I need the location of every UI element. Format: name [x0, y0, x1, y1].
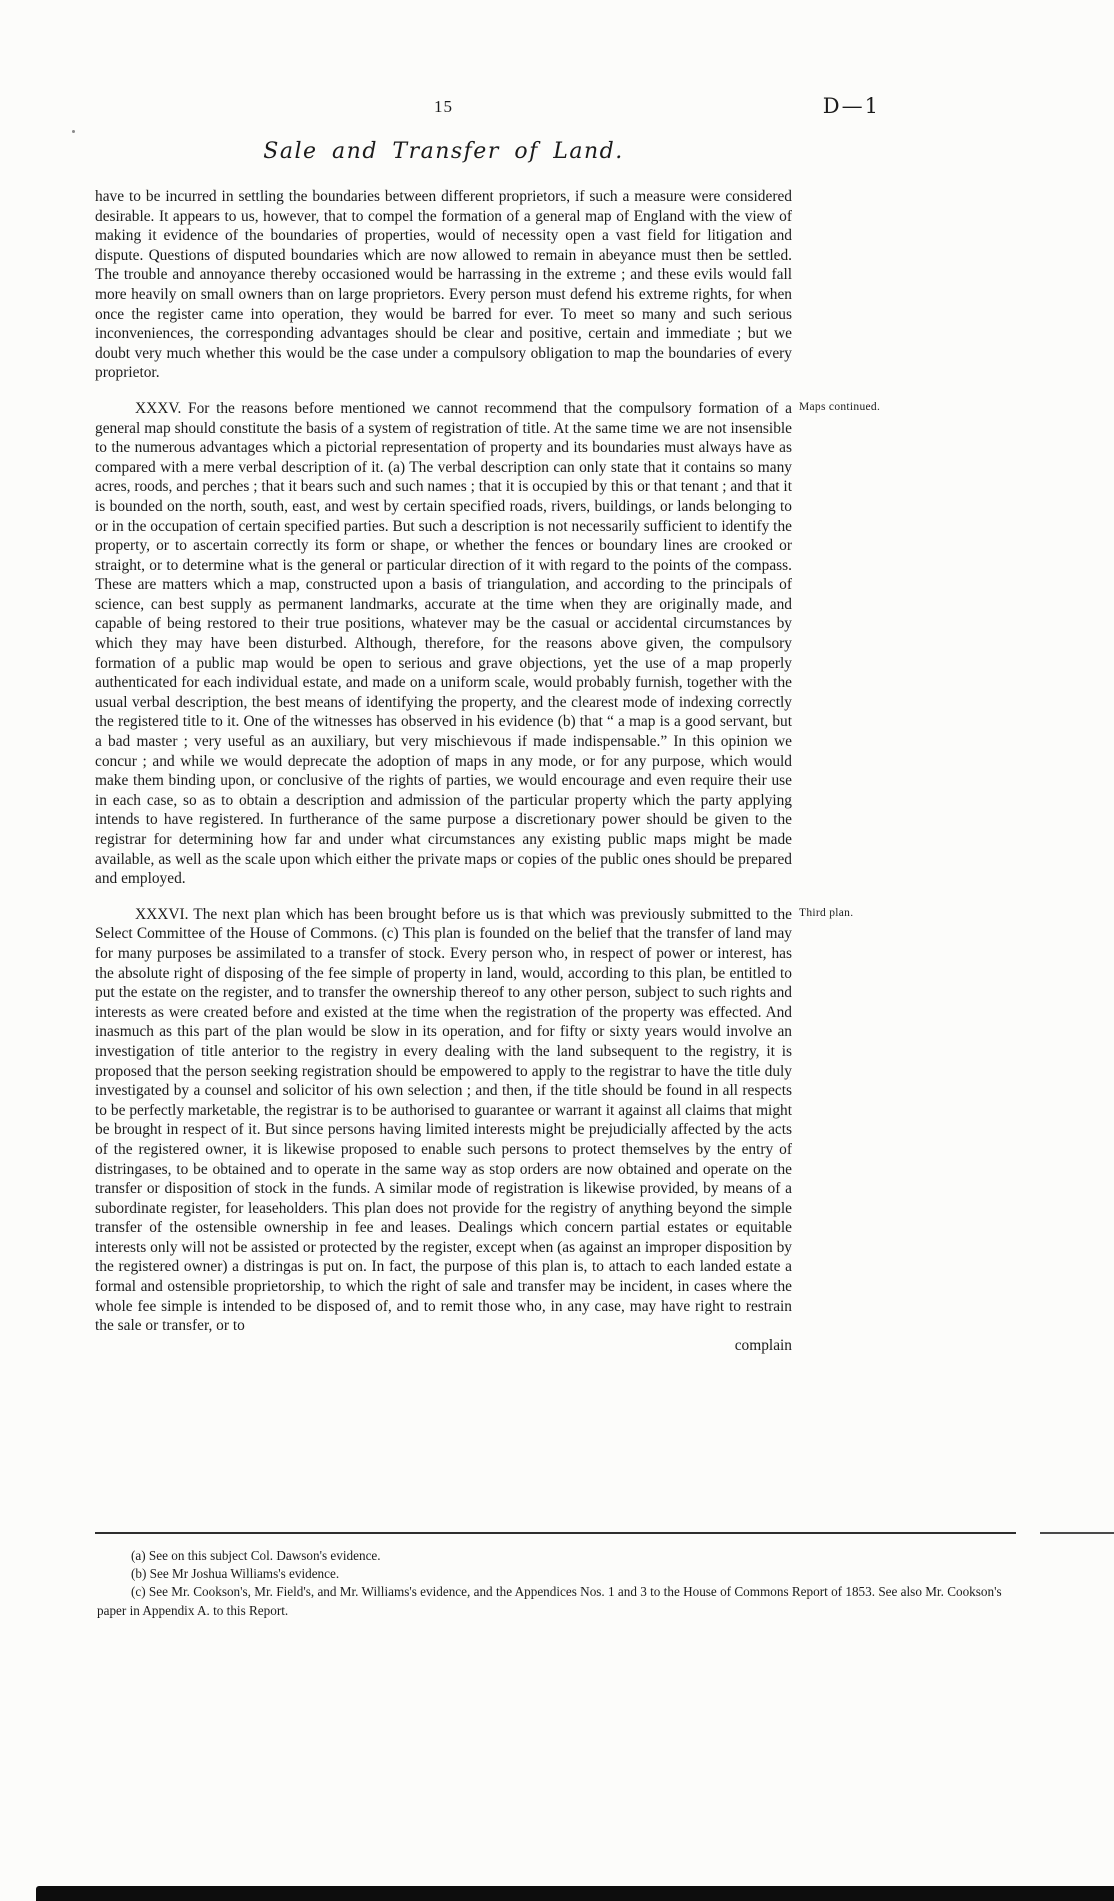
footnote-a: (a) See on this subject Col. Dawson's evidence.: [131, 1548, 381, 1563]
paragraph-xxxvi: [95, 905, 854, 1336]
catchword: complain: [734, 1336, 792, 1354]
scan-edge-bar: [36, 1886, 1114, 1901]
footnote-b: (b) See Mr Joshua Williams's evidence.: [131, 1566, 340, 1582]
footnote-divider-rule-segment: [1040, 1532, 1114, 1534]
footnote-divider-rule: [95, 1532, 1016, 1534]
paragraph-text: have to be incurred in settling the boundaries between different proprietors, if such a measure were considered desirable. It appears to us, however, that to compel the formation of a general map of England with the view of making it evidence of the boundaries of properties, would of necessity open a vast field for litigation and dispute. Questions of disputed boundaries which are now allowed to remain in abeyance must then be settled. The trouble and annoyance thereby occasioned would be harrassing in the extreme ; and these evils would fall more heavily on small owners than on large proprietors. Every person must defend his extreme rights, for when once the register came into operation, they would be barred for ever. To meet so many and such serious inconveniences, the corresponding advantages should be clear and positive, certain and immediate ; but we doubt very much whether this would be the case under a compulsory obligation to map the boundaries of every proprietor.: [95, 188, 792, 382]
text-column: [95, 187, 881, 1355]
page-number: 15: [434, 97, 453, 116]
paragraph-xxxv: [95, 399, 881, 889]
doc-reference: D—1: [822, 94, 880, 118]
scan-speck: [72, 130, 75, 133]
page-header: [95, 94, 880, 126]
footnote-c: (c) See Mr. Cookson's, Mr. Field's, and Mr. Williams's evidence, and the Appendices Nos. 1 and 3 to the House of Commons Report of 1853. See also Mr. Cookson's paper in Appendix A. to this Report.: [97, 1584, 1002, 1618]
paragraph-continuation: [95, 187, 792, 383]
paragraph-text: XXXVI. The next plan which has been brought before us is that which was previously submitted to the Select Committee of the House of Commons. (c) This plan is founded on the belief that the transfer of land may for many purposes be assimilated to a transfer of stock. Every person who, in respect of power or interest, has the absolute right of disposing of the fee simple of property in land, would, according to this plan, be entitled to put the estate on the register, and to transfer the ownership thereof to any other person, subject to such rights and interests as were created before and existed at the time when the registration of the property was effected. And inasmuch as this part of the plan would be slow in its operation, and for fifty or sixty years would involve an investigation of title anterior to the registry in every dealing with the land subsequent to the registry, it is proposed that the person seeking registration should be empowered to apply to the registrar to have the title duly investigated by a counsel and solicitor of his own selection ; and then, if the title should be found in all respects to be perfectly marketable, the registrar is to be authorised to guarantee or warrant it against all claims that might be brought in respect of it. But since persons having limited interests might be prejudicially affected by the acts of the registered owner, it is likewise proposed to enable such persons to protect themselves by the entry of distringases, to be obtained and to operate in the same way as stop orders are now obtained and operate on the transfer or disposition of stock in the funds. A similar mode of registration is likewise provided, by means of a subordinate register, for leaseholders. This plan does not provide for the registry of anything beyond the simple transfer of the ostensible ownership in fee and leases. Dealings which concern partial estates or equitable interests only will not be assisted or protected by the register, except when (as against an improper disposition by the registered owner) a distringas is put on. In fact, the purpose of this plan is, to attach to each landed estate a formal and ostensible proprietorship, to which the right of sale and transfer may be incident, in cases where the whole fee simple is intended to be disposed of, and to remit those who, in any case, may have right to restrain the sale or transfer, or to: [95, 905, 792, 1335]
margin-note-third-plan: Third plan.: [799, 906, 854, 919]
margin-note-maps-continued: Maps continued.: [799, 400, 881, 413]
footnotes-section: [97, 1547, 1002, 1620]
paragraph-text: XXXV. For the reasons before mentioned we cannot recommend that the compulsory formation of a general map should constitute the basis of a system of registration of title. At the same time we are not insensible to the numerous advantages which a pictorial representation of property and its boundaries must always have as compared with a mere verbal description of it. (a) The verbal description can only state that it contains so many acres, roods, and perches ; that it bears such and such names ; that it is occupied by this or that tenant ; and that it is bounded on the north, south, east, and west by certain specified roads, rivers, buildings, or lands belonging to or in the occupation of certain specified parties. But such a description is not necessarily sufficient to identify the property, or to ascertain correctly its form or shape, or whether the fences or boundary lines are crooked or straight, or to determine what is the general or particular direction of it with regard to the points of the compass. These are matters which a map, constructed upon a basis of triangulation, and according to the principals of science, can best supply as permanent landmarks, accurate at the time when they are originally made, and capable of being restored to their true positions, whatever may be the casual or accidental circumstances by which they may have been disturbed. Although, therefore, for the reasons above given, the compulsory formation of a public map would be open to serious and grave objections, yet the use of a map properly authenticated for each individual estate, and made on a uniform scale, would probably furnish, together with the usual verbal description, the best means of identifying the property, and the clearest mode of indexing correctly the registered title to it. One of the witnesses has observed in his evidence (b) that “ a map is a good servant, but a bad master ; very useful as an auxiliary, but very mischievous if made indispensable.” In this opinion we concur ; and while we would deprecate the adoption of maps in any mode, or for any purpose, which would make them binding upon, or conclusive of the rights of parties, we would encourage and even require their use in each case, so as to obtain a description and admission of the particular property which the party applying intends to have registered. In furtherance of the same purpose a discretionary power should be given to the registrar for determining how far and under what circumstances any existing public maps might be made available, as well as the scale upon which either the private maps or copies of the public ones should be prepared and employed.: [95, 399, 792, 888]
page-title: Sale and Transfer of Land.: [263, 139, 624, 164]
